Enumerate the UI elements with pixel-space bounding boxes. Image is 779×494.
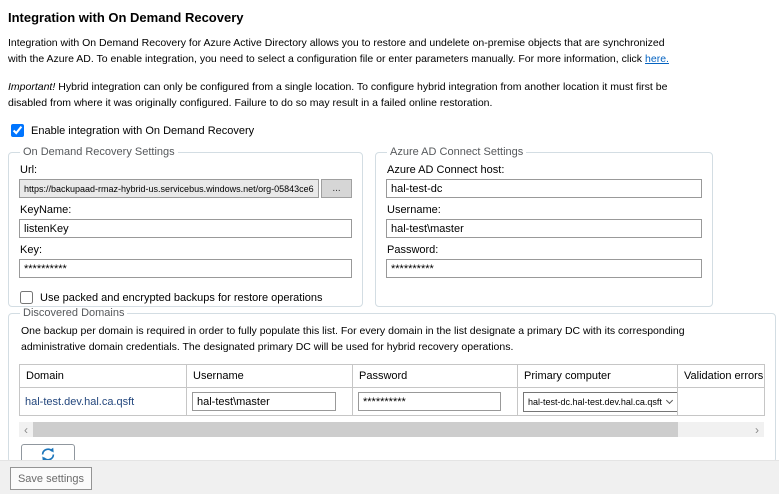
table-row xyxy=(20,388,765,416)
footer-bar xyxy=(0,460,779,494)
header-password: Password xyxy=(353,365,518,388)
page-title: Integration with On Demand Recovery xyxy=(8,10,244,25)
aad-username-label: Username: xyxy=(387,204,441,216)
important-line-1-text: Hybrid integration can only be configured from a single location. To configure hybrid integration from another location it must first be xyxy=(58,81,668,93)
important-paragraph xyxy=(8,79,769,111)
packed-backups-checkbox[interactable] xyxy=(20,291,33,304)
enable-integration-row xyxy=(11,124,769,137)
url-row xyxy=(19,179,352,198)
aad-host-input[interactable] xyxy=(386,179,702,198)
validation-errors-cell xyxy=(678,388,765,416)
domain-cell: hal-test.dev.hal.ca.qsft xyxy=(20,388,187,416)
keyname-label: KeyName: xyxy=(20,204,72,216)
aad-host-label: Azure AD Connect host: xyxy=(387,164,505,176)
horizontal-scrollbar[interactable] xyxy=(19,422,764,437)
settings-boxes xyxy=(8,146,769,307)
scroll-left-arrow-icon[interactable]: ‹ xyxy=(24,422,28,437)
domains-table-header-row xyxy=(20,365,765,388)
aad-password-input[interactable] xyxy=(386,259,702,278)
key-input[interactable] xyxy=(19,259,352,278)
aad-username-input[interactable] xyxy=(386,219,702,238)
important-line-1 xyxy=(8,79,769,95)
discovered-domains-description xyxy=(21,323,765,355)
header-validation-errors: Validation errors xyxy=(678,365,765,388)
row-username-input[interactable] xyxy=(192,392,336,411)
scroll-right-arrow-icon[interactable]: › xyxy=(755,422,759,437)
description-line-1: One backup per domain is required in order to fully populate this list. For every domain in the list designate a primary DC with its corresponding xyxy=(21,325,685,337)
enable-integration-checkbox[interactable] xyxy=(11,124,24,137)
chevron-down-icon xyxy=(666,396,673,403)
header-domain: Domain xyxy=(20,365,187,388)
url-label: Url: xyxy=(20,164,38,176)
browse-button[interactable]: ... xyxy=(321,179,352,198)
primary-computer-value: hal-test-dc.hal-test.dev.hal.ca.qsft xyxy=(528,396,662,407)
enable-integration-label[interactable]: Enable integration with On Demand Recovery xyxy=(31,124,255,137)
packed-backups-label[interactable]: Use packed and encrypted backups for restore operations xyxy=(40,291,323,304)
more-info-link[interactable]: here. xyxy=(645,53,669,65)
intro-line-1: Integration with On Demand Recovery for Azure Active Directory allows you to restore and undelete on-premise objects that are synchronized xyxy=(8,37,665,49)
intro-paragraph xyxy=(8,35,769,67)
azure-ad-connect-settings-group xyxy=(375,146,713,307)
description-line-2: administrative domain credentials. The designated primary DC will be used for hybrid recovery operations. xyxy=(21,341,514,353)
on-demand-recovery-settings-group xyxy=(8,146,363,307)
username-cell xyxy=(187,388,353,416)
header-primary-computer: Primary computer xyxy=(518,365,678,388)
password-cell xyxy=(353,388,518,416)
important-label: Important! xyxy=(8,81,56,93)
row-password-input[interactable] xyxy=(358,392,501,411)
primary-computer-dropdown[interactable] xyxy=(523,392,678,412)
discovered-domains-group xyxy=(8,307,776,463)
primary-computer-cell xyxy=(518,388,678,416)
intro-line-2-text: with the Azure AD. To enable integration, you need to select a configuration file or enter parameters manually. For more information, click xyxy=(8,53,643,65)
aad-password-label: Password: xyxy=(387,244,439,256)
packed-backups-row xyxy=(19,291,352,304)
discovered-domains-legend: Discovered Domains xyxy=(23,307,125,319)
key-label: Key: xyxy=(20,244,43,256)
url-input[interactable] xyxy=(19,179,319,198)
intro-line-2 xyxy=(8,51,769,67)
keyname-input[interactable] xyxy=(19,219,352,238)
header-username: Username xyxy=(187,365,353,388)
important-line-2: disabled from where it was originally configured. Failure to do so may result in a failed online restoration. xyxy=(8,97,493,109)
on-demand-recovery-settings-legend: On Demand Recovery Settings xyxy=(23,146,175,158)
scrollbar-thumb[interactable] xyxy=(33,422,678,437)
azure-ad-connect-settings-legend: Azure AD Connect Settings xyxy=(390,146,524,158)
domains-table xyxy=(19,364,765,416)
save-settings-button[interactable]: Save settings xyxy=(10,467,92,490)
